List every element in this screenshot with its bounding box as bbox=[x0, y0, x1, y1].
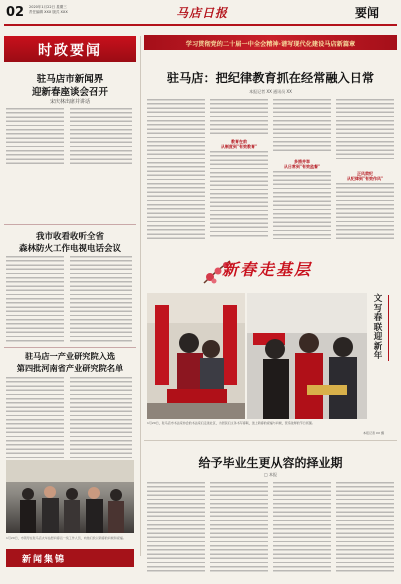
main-subhead-4: 从日常到"有效监督" bbox=[283, 164, 321, 169]
main-article bbox=[144, 55, 397, 245]
main-body-col4b bbox=[336, 183, 394, 239]
main-body-col1 bbox=[147, 99, 205, 239]
article3-title-line1: 驻马店一产业研究院入选 bbox=[24, 351, 116, 361]
main-subhead-3: 多措并举 bbox=[294, 159, 310, 164]
main-body-col3a bbox=[273, 99, 331, 151]
commentary-body-col1 bbox=[147, 482, 205, 574]
feature-spring bbox=[144, 247, 397, 437]
feature-credit: 本报记者 XX 摄 bbox=[362, 431, 384, 435]
article1-title-line1: 驻马店市新闻界 bbox=[36, 74, 104, 85]
divider bbox=[144, 440, 397, 441]
editor-line: 责任编辑 XXX 版式 XXX bbox=[29, 10, 68, 14]
commentary bbox=[144, 440, 397, 580]
main-subhead-5: 正风肃纪 bbox=[357, 171, 373, 176]
main-subhead-2: 从制度到"有效教育" bbox=[220, 144, 258, 149]
feature-photo-left bbox=[147, 293, 245, 419]
main-body-col3b bbox=[273, 171, 331, 239]
article1-body-col2 bbox=[70, 108, 132, 166]
article2-body bbox=[6, 256, 64, 342]
divider bbox=[4, 224, 136, 225]
feature-vertical-rule bbox=[388, 295, 389, 361]
news-roundup-title: 新闻集锦 bbox=[22, 555, 67, 565]
feature-photo-right bbox=[247, 293, 367, 419]
masthead bbox=[0, 0, 401, 28]
article2-title-line1: 我市收看收听全省 bbox=[35, 232, 104, 242]
slogan-text: 学习贯彻党的二十届一中全会精神·谱写现代化建设马店新篇章 bbox=[185, 40, 356, 48]
commentary-author: □ 本报 bbox=[263, 472, 278, 477]
section-header-shizheng bbox=[4, 36, 136, 62]
feature-vertical-title: 文 写 春 联 迎 新 年 bbox=[373, 294, 383, 361]
divider bbox=[4, 347, 136, 348]
commentary-body-col3 bbox=[273, 482, 331, 574]
commentary-body-col2 bbox=[210, 482, 268, 574]
date-line: 2020年1月22日 星期三 bbox=[29, 5, 67, 9]
main-headline: 驻马店：把纪律教育抓在经常融入日常 bbox=[166, 71, 375, 85]
commentary-headline: 给予毕业生更从容的择业期 bbox=[198, 456, 343, 470]
main-body-col2b bbox=[210, 151, 268, 239]
feature-caption: 1月20日，驻马店市书法家协会的书法家们走进社区，为居民们义务书写春联，送上新春的祝福与问候，营造浓厚的节日氛围。 bbox=[147, 421, 315, 425]
section-header-text: 时政要闻 bbox=[38, 43, 102, 59]
page-number: 02 bbox=[6, 5, 25, 20]
column-divider bbox=[140, 36, 141, 556]
left-column bbox=[0, 28, 140, 584]
main-body-col2a bbox=[210, 99, 268, 135]
article3-title-line2: 第四批河南省产业研究院名单 bbox=[16, 363, 124, 373]
section-name: 要闻 bbox=[355, 6, 380, 20]
feature-title: 新春走基层 bbox=[222, 260, 313, 279]
news-photo-station-visit bbox=[6, 460, 134, 533]
commentary-body-col4 bbox=[336, 482, 394, 574]
article2-title-line2: 森林防火工作电视电话会议 bbox=[18, 244, 121, 254]
news-roundup-header bbox=[6, 549, 134, 567]
main-body-col4a bbox=[336, 99, 394, 159]
people-photo-icon bbox=[6, 460, 134, 533]
main-subhead-1: 教育在前 bbox=[231, 139, 247, 144]
masthead-rule bbox=[4, 24, 397, 26]
article1-subtitle: 宋庆林出席并讲话 bbox=[49, 99, 90, 105]
article2-body-col2 bbox=[70, 256, 132, 342]
main-subhead-6: 从纪律到"有效作风" bbox=[346, 176, 384, 181]
feature-title-area bbox=[200, 253, 350, 291]
paper-name-logo: 马店日报 bbox=[176, 6, 229, 20]
article1-title-line2: 迎新春座谈会召开 bbox=[31, 87, 108, 98]
main-byline: 本报记者 XX 通讯员 XX bbox=[249, 89, 292, 94]
photo-caption: 1月20日，市领导在驻马店火车站慰问春运一线工作人员，向他们致以新春的问候和祝福。 bbox=[6, 536, 126, 540]
slogan-banner bbox=[144, 35, 397, 50]
article1-body bbox=[6, 108, 64, 166]
